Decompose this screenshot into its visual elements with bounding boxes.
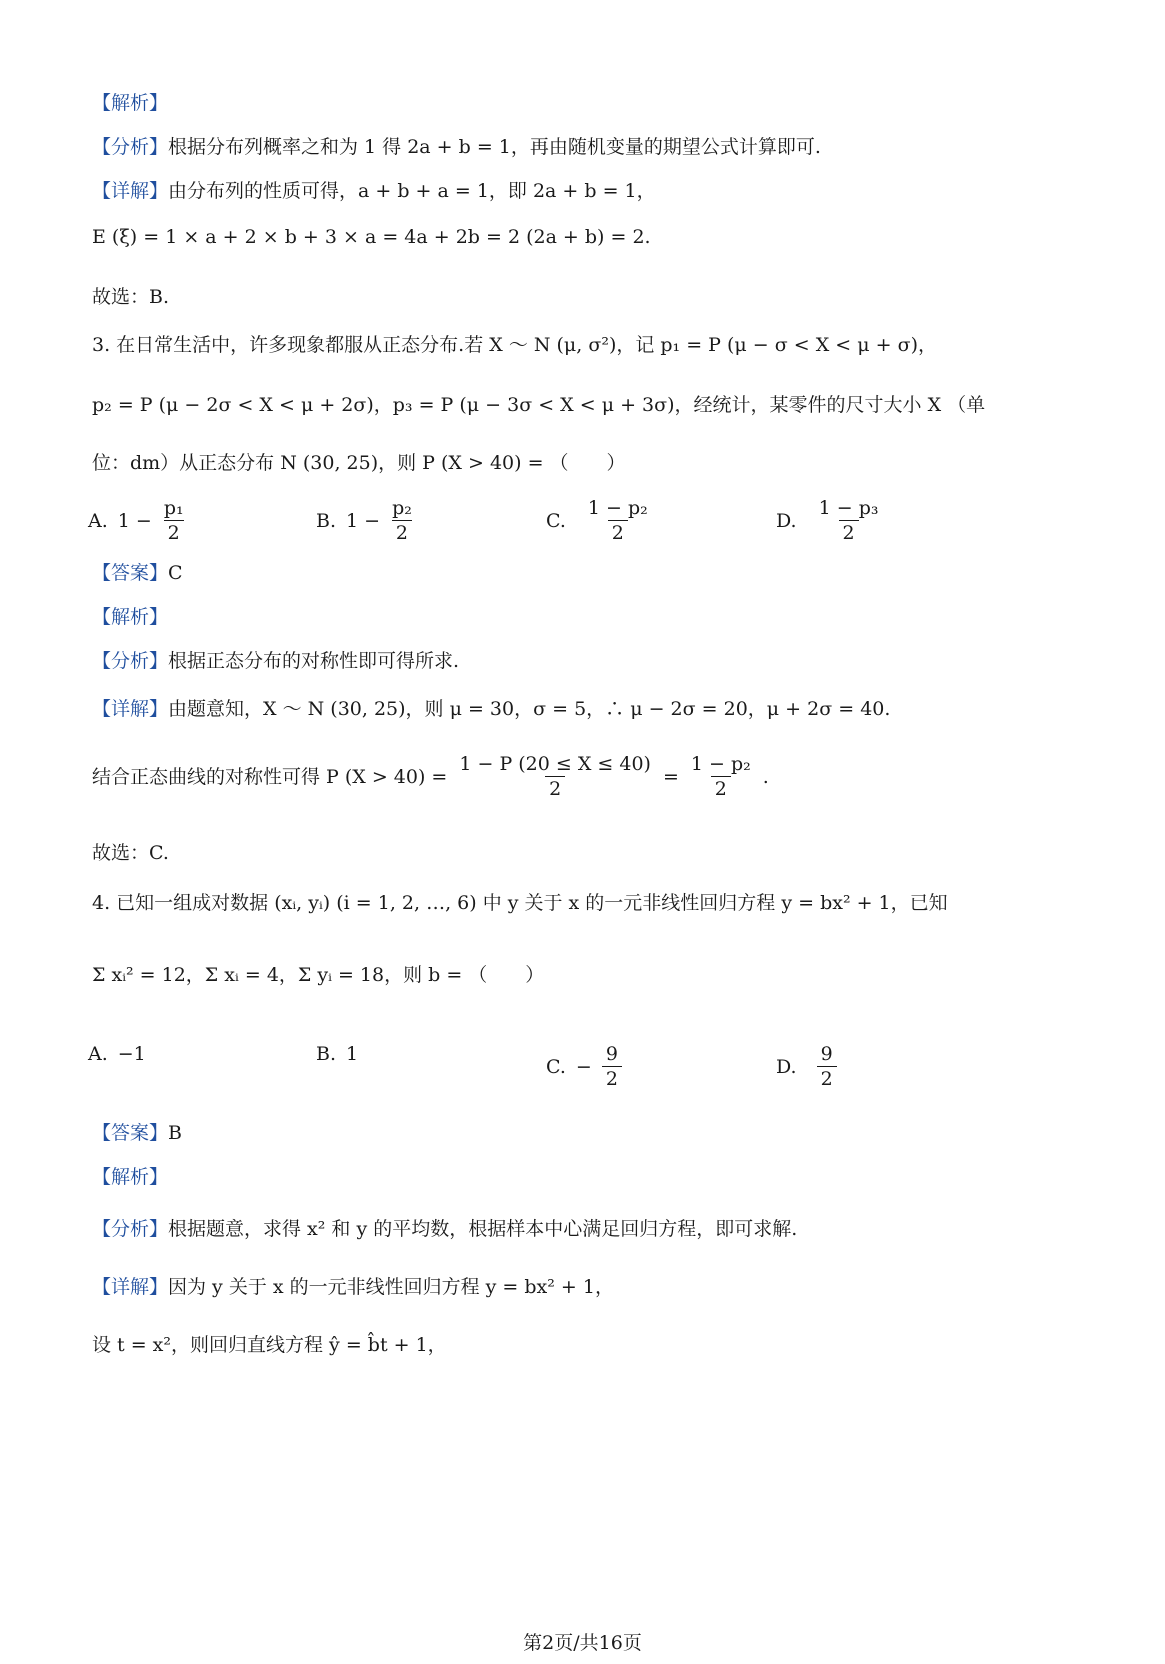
choice-3-line: 故选：C. [92,842,169,864]
fraction-numerator: 9 [820,1043,833,1065]
fraction-denominator: 2 [164,520,184,545]
fraction-denominator: 2 [392,520,412,545]
detail-4-line-2: 设 t = x²，则回归直线方程 ŷ = b̂t + 1， [92,1334,447,1356]
q4-option-b [316,1042,358,1066]
question-3-line-2: p₂ = P (μ − 2σ < X < μ + 2σ)，p₃ = P (μ − 3σ < X < μ + 3σ)，经统计，某零件的尺寸大小 X （单 [92,394,986,416]
option-letter: A. [88,509,108,532]
section-jiexi-3: 【解析】 [92,606,169,628]
section-jiexi-4: 【解析】 [92,1166,169,1188]
q4-option-d [776,1042,837,1091]
fraction-numerator: 1 − p₂ [690,753,751,775]
analysis-4-line [92,1214,797,1244]
option-letter: A. [88,1043,108,1065]
detail-tag: 【详解】 [92,698,169,720]
detail-line [92,176,656,206]
answer-value: B [168,1122,182,1144]
analysis-line [92,132,821,162]
q3-option-b [316,496,414,545]
analysis-text: 根据题意，求得 x² 和 y 的平均数，根据样本中心满足回归方程，即可求解. [168,1218,798,1240]
option-letter: C. [546,509,566,532]
answer-4-line [92,1118,182,1148]
option-prefix: 1 − [117,509,152,532]
formula-prefix: 结合正态曲线的对称性可得 P (X > 40) = [92,765,448,788]
analysis-text: 根据正态分布的对称性即可得所求. [168,650,460,672]
detail-3-line [92,694,890,724]
analysis-tag: 【分析】 [92,136,169,158]
option-letter: D. [776,509,797,532]
answer-3-line [92,558,183,588]
option-fraction [390,496,414,545]
q4-option-a [88,1042,146,1066]
option-letter: B. [316,1043,337,1065]
option-fraction [586,496,650,545]
option-letter: D. [776,1055,797,1078]
question-4-line-1: 4. 已知一组成对数据 (xᵢ, yᵢ) (i = 1, 2, …, 6) 中 y 关于 x 的一元非线性回归方程 y = bx² + 1，已知 [92,892,948,914]
q3-option-d [776,496,880,545]
fraction-numerator: 1 − p₃ [818,497,879,519]
question-3-line-3: 位：dm）从正态分布 N (30, 25)，则 P (X > 40) = （ ） [92,452,626,474]
option-prefix: 1 − [346,509,381,532]
q3-option-c [546,496,650,545]
fraction-numerator: 9 [605,1043,618,1065]
fraction-denominator: 2 [545,776,565,801]
detail-text: 由分布列的性质可得，a + b + a = 1，即 2a + b = 1， [168,180,656,202]
choice-line: 故选：B. [92,286,170,308]
formula-equals: = [662,765,679,788]
q3-option-a [88,496,186,545]
detail-4-line [92,1272,614,1302]
formula-fraction-2 [689,752,753,801]
fraction-denominator: 2 [817,1066,837,1091]
option-letter: C. [546,1055,566,1078]
fraction-numerator: 1 − P (20 ≤ X ≤ 40) [459,753,651,775]
q4-option-c [546,1042,622,1091]
option-prefix: −1 [117,1043,146,1065]
option-prefix: − [575,1055,592,1078]
fraction-denominator: 2 [839,520,859,545]
fraction-denominator: 2 [711,776,731,801]
fraction-numerator: p₁ [163,497,184,519]
option-prefix: 1 [346,1043,359,1065]
answer-tag: 【答案】 [92,562,169,584]
option-fraction [162,496,186,545]
analysis-3-line [92,646,459,676]
answer-value: C [168,562,183,584]
detail-tag: 【详解】 [92,1276,169,1298]
detail-text: 由题意知，X ～ N (30, 25)，则 μ = 30，σ = 5，∴ μ − 2σ = 20，μ + 2σ = 40. [168,698,891,720]
expectation-formula: E (ξ) = 1 × a + 2 × b + 3 × a = 4a + 2b = 2 (2a + b) = 2. [92,226,651,248]
question-4-line-2: Σ xᵢ² = 12，Σ xᵢ = 4，Σ yᵢ = 18，则 b = （ ） [92,964,545,986]
formula-end: . [762,765,769,788]
answer-tag: 【答案】 [92,1122,169,1144]
option-letter: B. [316,509,337,532]
page-footer: 第2页/共16页 [523,1632,642,1654]
option-fraction [817,496,881,545]
fraction-denominator: 2 [602,1066,622,1091]
fraction-numerator: 1 − p₂ [587,497,648,519]
question-3-line-1: 3. 在日常生活中，许多现象都服从正态分布.若 X ～ N (μ, σ²)，记 p₁ = P (μ − σ < X < μ + σ)， [92,334,937,356]
analysis-tag: 【分析】 [92,1218,169,1240]
option-fraction [817,1042,837,1091]
detail-text: 因为 y 关于 x 的一元非线性回归方程 y = bx² + 1， [168,1276,614,1298]
detail-tag: 【详解】 [92,180,169,202]
fraction-denominator: 2 [608,520,628,545]
symmetry-formula [92,752,769,801]
analysis-text: 根据分布列概率之和为 1 得 2a + b = 1，再由随机变量的期望公式计算即可. [168,136,821,158]
analysis-tag: 【分析】 [92,650,169,672]
option-fraction [602,1042,622,1091]
section-jiexi: 【解析】 [92,92,169,114]
fraction-numerator: p₂ [392,497,412,519]
formula-fraction-1 [457,752,653,801]
